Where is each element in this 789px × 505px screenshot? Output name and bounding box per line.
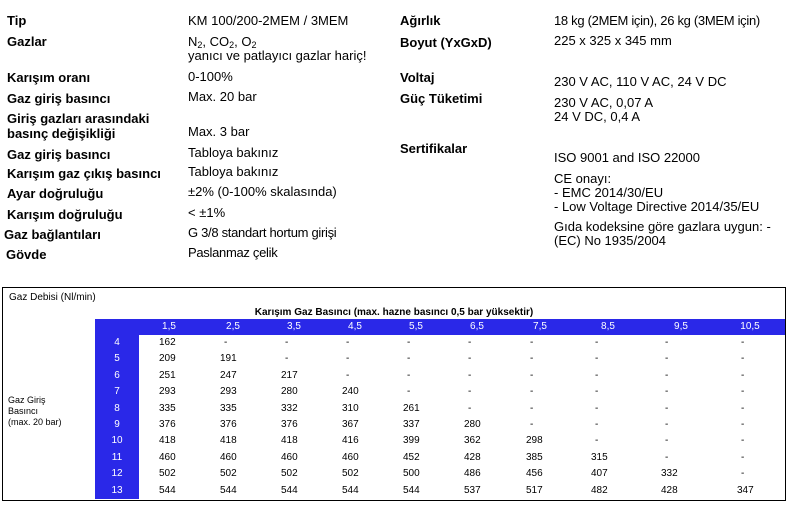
table-cell: 428 [661,484,678,496]
table-cell: 335 [159,402,176,414]
table-cell: 280 [281,386,298,398]
gas-o-sub: 2 [251,40,257,50]
spec-value-sertifika-5: Gıda kodeksine göre gazlara uygun: - [554,219,771,234]
table-cell: 162 [159,337,176,348]
table-karisim-label: Karışım Gaz Basıncı (max. hazne basıncı 0,5 bar yüksektir) [254,307,534,318]
table-cell: - [595,402,599,414]
spec-label-basinc-degisikligi-2: basınç değişikliği [7,126,116,141]
spec-value-guc-1: 230 V AC, 0,07 A [554,95,654,110]
table-cell: 502 [159,468,176,480]
spec-value-ayar-dogrulugu: ±2% (0-100% skalasında) [188,184,337,199]
table-cell: 544 [159,484,176,496]
table-cell: - [530,369,534,381]
table-cell: - [468,402,472,414]
table-col-header: 5,5 [409,321,423,332]
table-cell: - [407,386,411,398]
table-cell: 460 [342,451,359,463]
table-cell: - [468,353,472,365]
table-cell: - [741,353,745,365]
table-col-header: 4,5 [348,321,362,332]
side-label-line-1: Gaz Giriş [8,395,46,405]
table-cell: 418 [159,435,176,447]
table-cell: - [665,353,669,365]
spec-value-sertifika-2: CE onayı: [554,171,612,186]
table-cell: - [285,337,289,348]
table-cell: 544 [403,484,420,496]
table-col-header: 3,5 [287,321,301,332]
table-cell: - [595,435,599,447]
table-row-label: 7 [95,384,139,400]
spec-label-basinc-degisikligi-1: Giriş gazları arasındaki [7,111,150,126]
table-cell: 347 [737,484,754,496]
table-cell: - [665,402,669,414]
gas-co: , CO [202,34,230,49]
table-row-label: 5 [95,351,139,367]
table-cell: - [595,353,599,365]
table-cell: 544 [342,484,359,496]
table-cell: - [407,369,411,381]
table-cell: 217 [281,369,298,381]
table-side-label [8,395,62,428]
table-cell: 240 [342,386,359,398]
table-row-label: 11 [95,450,139,466]
table-cell: 261 [403,402,420,414]
table-cell: 418 [220,435,237,447]
spec-value-sertifika-6: (EC) No 1935/2004 [554,233,667,248]
table-cell: 460 [220,451,237,463]
spec-value-govde: Paslanmaz çelik [188,245,278,260]
table-cell: 367 [342,419,359,430]
table-cell: - [530,419,534,430]
spec-value-cikis-basinci: Tabloya bakınız [188,164,279,179]
table-cell: - [741,337,745,348]
table-cell: - [595,386,599,398]
table-cell: 500 [403,468,420,480]
spec-label-voltaj: Voltaj [400,70,435,85]
spec-value-gaz-baglantilari: G 3/8 standart hortum girişi [188,225,337,240]
table-cell: 399 [403,435,420,447]
spec-label-guc: Güç Tüketimi [400,91,483,106]
table-col-header: 8,5 [601,321,615,332]
table-cell: - [468,369,472,381]
table-cell: 293 [159,386,176,398]
table-cell: 452 [403,451,420,463]
spec-value-voltaj: 230 V AC, 110 V AC, 24 V DC [554,74,727,89]
table-cell: 502 [281,468,298,480]
table-cell: - [285,353,289,365]
table-cell: - [741,369,745,381]
table-cell: - [530,353,534,365]
table-cell: - [741,419,745,430]
table-row-label: 12 [95,466,139,482]
table-cell: 251 [159,369,176,381]
table-row-label: 10 [95,433,139,449]
table-row-label: 9 [95,417,139,433]
spec-value-boyut: 225 x 325 x 345 mm [554,33,672,48]
spec-value-guc-2: 24 V DC, 0,4 A [554,109,640,124]
table-cell: - [741,435,745,447]
table-cell: 315 [591,451,608,463]
table-cell: 416 [342,435,359,447]
table-row-label: 13 [95,483,139,499]
table-row-label: 4 [95,335,139,351]
flow-table [2,287,786,501]
table-cell: 332 [281,402,298,414]
spec-value-sertifika-4: - Low Voltage Directive 2014/35/EU [554,199,760,214]
table-cell: 544 [220,484,237,496]
spec-label-sertifikalar: Sertifikalar [400,141,468,156]
spec-value-gazlar-note: yanıcı ve patlayıcı gazlar hariç! [188,48,367,63]
table-header-row [95,319,785,335]
spec-label-gaz-giris-basinci-2: Gaz giriş basıncı [7,147,111,162]
side-label-line-2: Basıncı [8,406,39,416]
table-row-label: 6 [95,368,139,384]
spec-value-gazlar [188,34,257,49]
gas-n-sub: 2 [197,40,203,50]
table-debi-label: Gaz Debisi (Nl/min) [9,292,96,303]
table-cell: 460 [281,451,298,463]
table-cell: - [407,353,411,365]
table-cell: 293 [220,386,237,398]
spec-label-boyut: Boyut (YxGxD) [400,35,492,50]
table-cell: 460 [159,451,176,463]
table-cell: 332 [661,468,678,480]
table-cell: 191 [220,353,237,365]
table-cell: - [741,468,745,480]
table-cell: 544 [281,484,298,496]
spec-label-gaz-baglantilari: Gaz bağlantıları [4,227,101,242]
table-cell: 385 [526,451,543,463]
gas-o: , O [234,34,252,49]
table-cell: 407 [591,468,608,480]
table-cell: - [665,369,669,381]
table-cell: 486 [464,468,481,480]
table-cell: - [665,419,669,430]
table-cell: - [665,337,669,348]
table-cell: 280 [464,419,481,430]
spec-label-cikis-basinci: Karışım gaz çıkış basıncı [7,166,161,181]
table-cell: - [741,451,745,463]
table-cell: - [665,451,669,463]
spec-value-agirlik: 18 kg (2MEM için), 26 kg (3MEM için) [554,13,760,28]
table-col-header: 6,5 [470,321,484,332]
table-cell: - [468,386,472,398]
table-col-header: 1,5 [162,321,176,332]
gas-n: N [188,34,198,49]
table-cell: 502 [342,468,359,480]
table-cell: 418 [281,435,298,447]
table-cell: - [595,369,599,381]
table-cell: - [741,386,745,398]
spec-value-sertifika-3: - EMC 2014/30/EU [554,185,664,200]
table-cell: 376 [281,419,298,430]
table-cell: 362 [464,435,481,447]
spec-value-gaz-giris-basinci: Max. 20 bar [188,89,257,104]
gas-co-sub: 2 [229,40,235,50]
table-cell: 502 [220,468,237,480]
table-cell: - [530,386,534,398]
side-label-line-3: (max. 20 bar) [8,417,62,427]
table-row-label: 8 [95,401,139,417]
spec-value-sertifika-1: ISO 9001 and ISO 22000 [554,150,700,165]
table-cell: 310 [342,402,359,414]
table-cell: - [665,435,669,447]
table-cell: 517 [526,484,543,496]
table-col-header: 7,5 [533,321,547,332]
table-cell: 537 [464,484,481,496]
table-col-header: 10,5 [740,321,760,332]
table-cell: 482 [591,484,608,496]
table-cell: - [224,337,228,348]
table-cell: 247 [220,369,237,381]
table-cell: - [346,337,350,348]
table-cell: 209 [159,353,176,365]
spec-label-karisim-dogrulugu: Karışım doğruluğu [7,207,123,222]
table-cell: 376 [159,419,176,430]
table-cell: - [530,337,534,348]
table-col-header: 2,5 [226,321,240,332]
table-cell: 337 [403,419,420,430]
table-col-header: 9,5 [674,321,688,332]
spec-value-basinc-degisikligi: Max. 3 bar [188,124,250,139]
spec-label-gaz-giris-basinci: Gaz giriş basıncı [7,91,111,106]
table-cell: - [346,353,350,365]
table-cell: 456 [526,468,543,480]
table-cell: 428 [464,451,481,463]
table-cell: - [665,386,669,398]
spec-label-ayar-dogrulugu: Ayar doğruluğu [7,186,104,201]
spec-label-karisim-orani: Karışım oranı [7,70,91,85]
spec-value-gaz-giris-basinci-2: Tabloya bakınız [188,145,279,160]
table-cell: - [407,337,411,348]
spec-value-tip: KM 100/200-2MEM / 3MEM [188,13,349,28]
table-cell: - [468,337,472,348]
spec-label-tip: Tip [7,13,27,28]
spec-value-karisim-orani: 0-100% [188,69,233,84]
table-cell: 298 [526,435,543,447]
spec-label-agirlik: Ağırlık [400,13,441,28]
table-cell: - [741,402,745,414]
spec-value-karisim-dogrulugu: < ±1% [188,205,226,220]
spec-label-gazlar: Gazlar [7,34,47,49]
spec-label-govde: Gövde [6,247,47,262]
table-cell: 376 [220,419,237,430]
table-cell: 335 [220,402,237,414]
table-cell: - [595,419,599,430]
table-cell: - [530,402,534,414]
table-cell: - [346,369,350,381]
table-cell: - [595,337,599,348]
